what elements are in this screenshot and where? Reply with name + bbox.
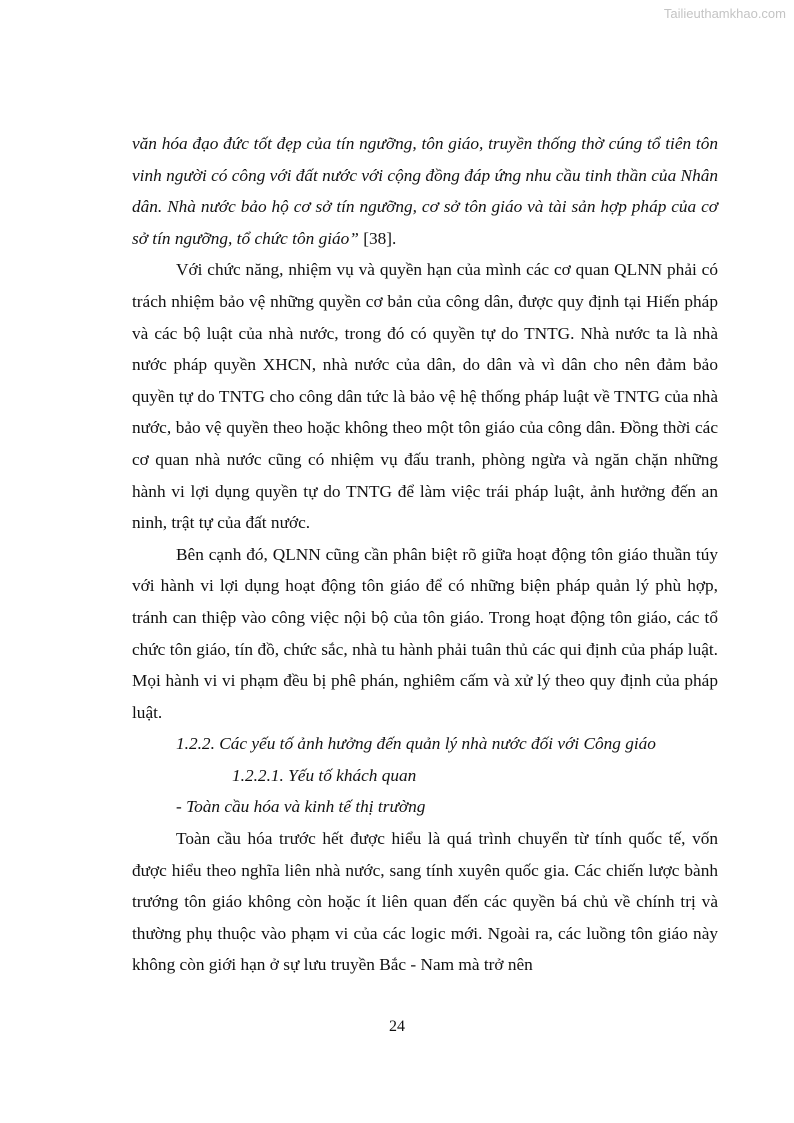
page-number: 24 bbox=[389, 1018, 405, 1035]
paragraph-state-responsibility: Với chức năng, nhiệm vụ và quyền hạn của mình các cơ quan QLNN phải có trách nhiệm bảo vệ những quyền cơ bản của công dân, được quy định tại Hiến pháp và các bộ luật của nhà nước, trong đó có quyền tự do TNTG. Nhà nước ta là nhà nước pháp quyền XHCN, nhà nước của dân, do dân và vì dân cho nên đảm bảo quyền tự do TNTG cho công dân tức là bảo vệ hệ thống pháp luật về TNTG của nhà nước, bảo vệ quyền theo hoặc không theo một tôn giáo của công dân. Đồng thời các cơ quan nhà nước cũng có nhiệm vụ đấu tranh, phòng ngừa và ngăn chặn những hành vi lợi dụng quyền tự do TNTG để làm việc trái pháp luật, ảnh hưởng đến an ninh, trật tự của đất nước. bbox=[132, 260, 718, 533]
paragraph-globalization: Toàn cầu hóa trước hết được hiểu là quá trình chuyển từ tính quốc tế, vốn được hiểu theo nghĩa liên nhà nước, sang tính xuyên quốc gia. Các chiến lược bành trướng tôn giáo không còn hoặc ít liên quan đến các quyền bá chủ về chính trị và thường phụ thuộc vào phạm vi của các logic mới. Ngoài ra, các luồng tôn giáo này không còn giới hạn ở sự lưu truyền Bắc - Nam mà trở nên bbox=[132, 829, 718, 975]
bullet-heading-globalization: - Toàn cầu hóa và kinh tế thị trường bbox=[176, 797, 426, 817]
quote-paragraph bbox=[132, 128, 718, 254]
section-heading-1-2-2: 1.2.2. Các yếu tố ảnh hưởng đến quản lý nhà nước đối với Công giáo bbox=[176, 734, 656, 754]
page-body bbox=[132, 128, 718, 981]
quote-text: văn hóa đạo đức tốt đẹp của tín ngưỡng, tôn giáo, truyền thống thờ cúng tổ tiên tôn vinh người có công với đất nước với cộng đồng đáp ứng nhu cầu tinh thần của Nhân dân. Nhà nước bảo hộ cơ sở tín ngưỡng, cơ sở tôn giáo và tài sản hợp pháp của cơ sở tín ngưỡng, tổ chức tôn giáo” bbox=[132, 134, 718, 248]
watermark: Tailieuthamkhao.com bbox=[663, 6, 786, 21]
subsection-heading-1-2-2-1: 1.2.2.1. Yếu tố khách quan bbox=[232, 765, 417, 785]
citation-reference: [38]. bbox=[358, 228, 397, 248]
paragraph-distinguish-activities: Bên cạnh đó, QLNN cũng cần phân biệt rõ giữa hoạt động tôn giáo thuần túy với hành vi lợi dụng hoạt động tôn giáo để có những biện pháp quản lý phù hợp, tránh can thiệp vào công việc nội bộ của tôn giáo. Trong hoạt động tôn giáo, các tổ chức tôn giáo, tín đồ, chức sắc, nhà tu hành phải tuân thủ các qui định của pháp luật. Mọi hành vi vi phạm đều bị phê phán, nghiêm cấm và xử lý theo quy định của pháp luật. bbox=[132, 544, 718, 722]
